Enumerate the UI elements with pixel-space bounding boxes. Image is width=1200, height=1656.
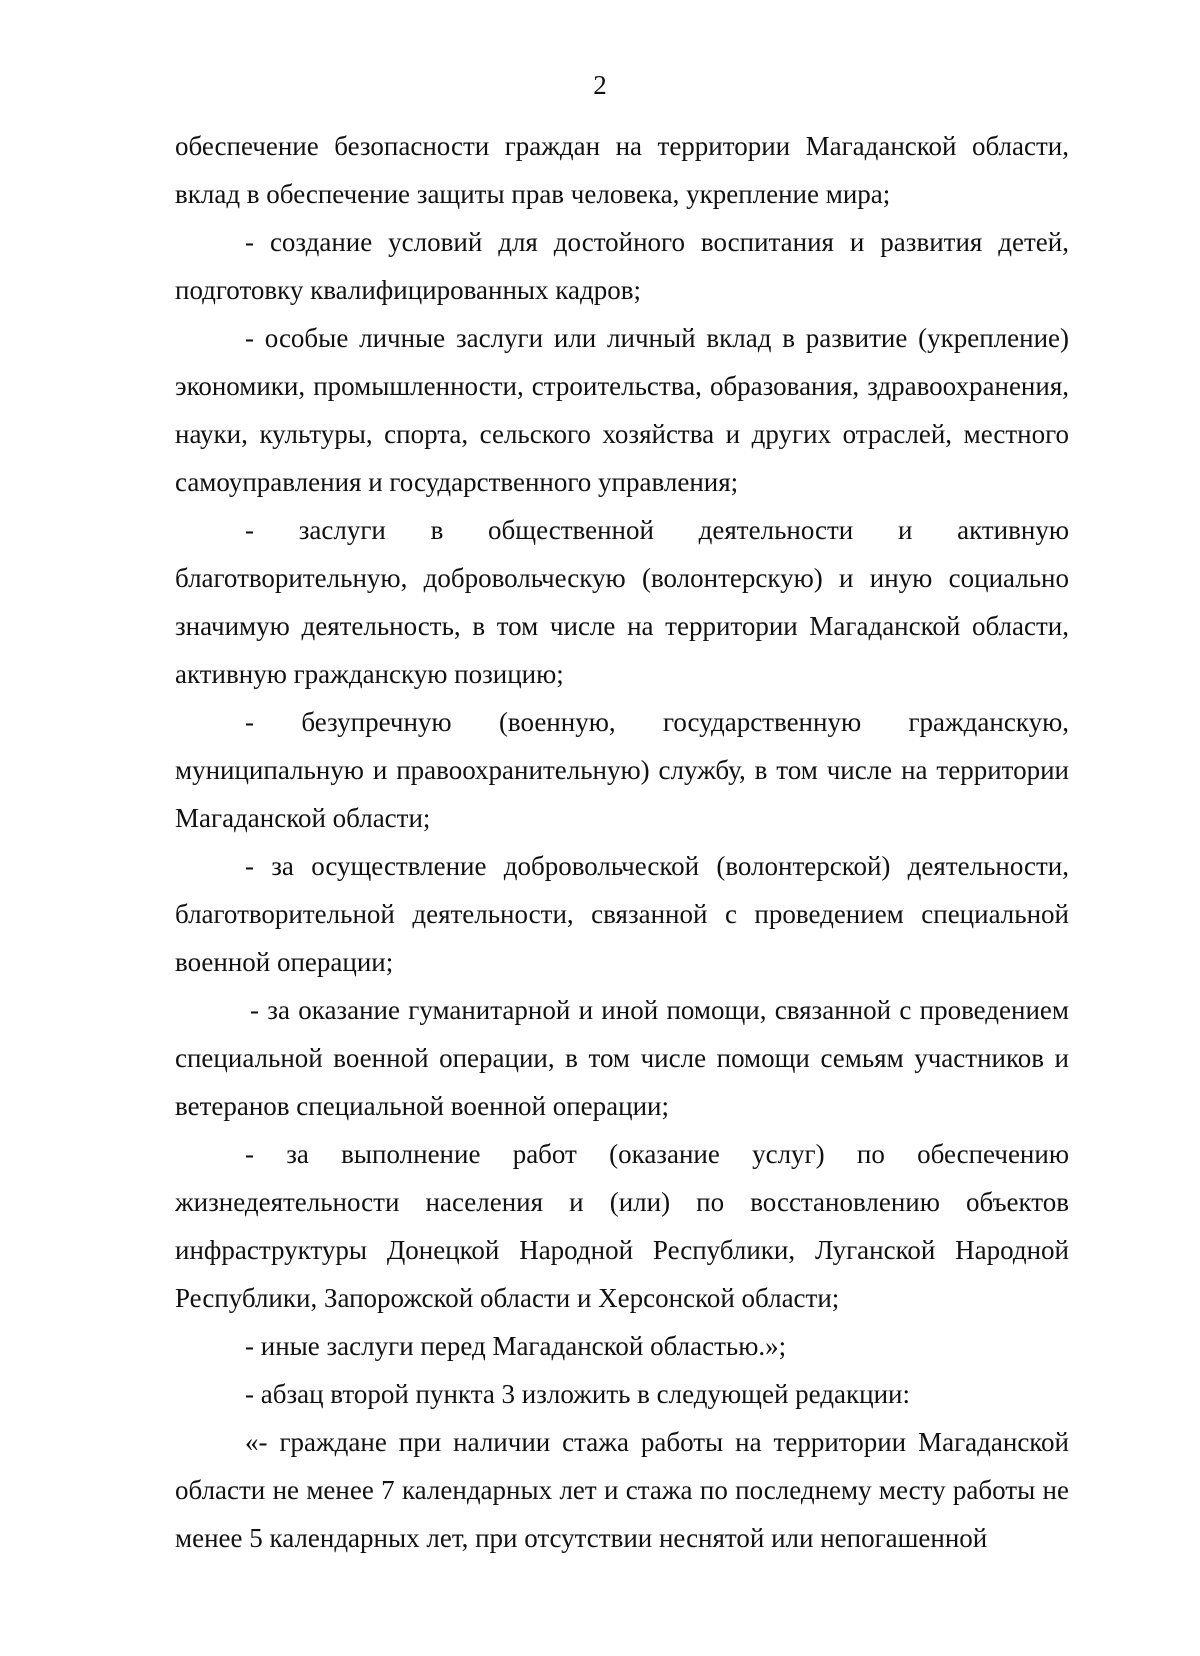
- page-number: 2: [593, 70, 607, 100]
- paragraph-infrastructure: - за выполнение работ (оказание услуг) по обеспечению жизнедеятельности населения и (или) по восстановлению объектов инфраструктуры Донецкой Народной Республики, Луганской Народной Республики, Запорожской области и Херсонской области;: [175, 1139, 1069, 1313]
- paragraph-citizens: «- граждане при наличии стажа работы на территории Магаданской области не менее 7 календарных лет и стажа по последнему месту работы не менее 5 календарных лет, при отсутствии неснятой или непогашенной: [175, 1427, 1069, 1553]
- paragraph-service: - безупречную (военную, государственную гражданскую, муниципальную и правоохранительную) службу, в том числе на территории Магаданской области;: [175, 707, 1069, 833]
- document-body: [175, 122, 1069, 1562]
- paragraph-public-activity: - заслуги в общественной деятельности и активную благотворительную, добровольческую (волонтерскую) и иную социально значимую деятельность, в том числе на территории Магаданской области, активную гражданскую позицию;: [175, 515, 1069, 689]
- paragraph-other-merits: - иные заслуги перед Магаданской областью.»;: [245, 1331, 787, 1361]
- paragraph-continuation: обеспечение безопасности граждан на территории Магаданской области, вклад в обеспечение защиты прав человека, укрепление мира;: [175, 131, 1069, 209]
- paragraph-merits-economy: - особые личные заслуги или личный вклад в развитие (укрепление) экономики, промышленности, строительства, образования, здравоохранения, науки, культуры, спорта, сельского хозяйства и других отраслей, местного самоуправления и государственного управления;: [175, 323, 1069, 497]
- paragraph-volunteer: - за осуществление добровольческой (волонтерской) деятельности, благотворительной деятельности, связанной с проведением специальной военной операции;: [175, 851, 1069, 977]
- paragraph-amendment: - абзац второй пункта 3 изложить в следующей редакции:: [245, 1379, 910, 1409]
- paragraph-children: - создание условий для достойного воспитания и развития детей, подготовку квалифицированных кадров;: [175, 227, 1069, 305]
- paragraph-humanitarian: - за оказание гуманитарной и иной помощи, связанной с проведением специальной военной операции, в том числе помощи семьям участников и ветеранов специальной военной операции;: [175, 995, 1069, 1121]
